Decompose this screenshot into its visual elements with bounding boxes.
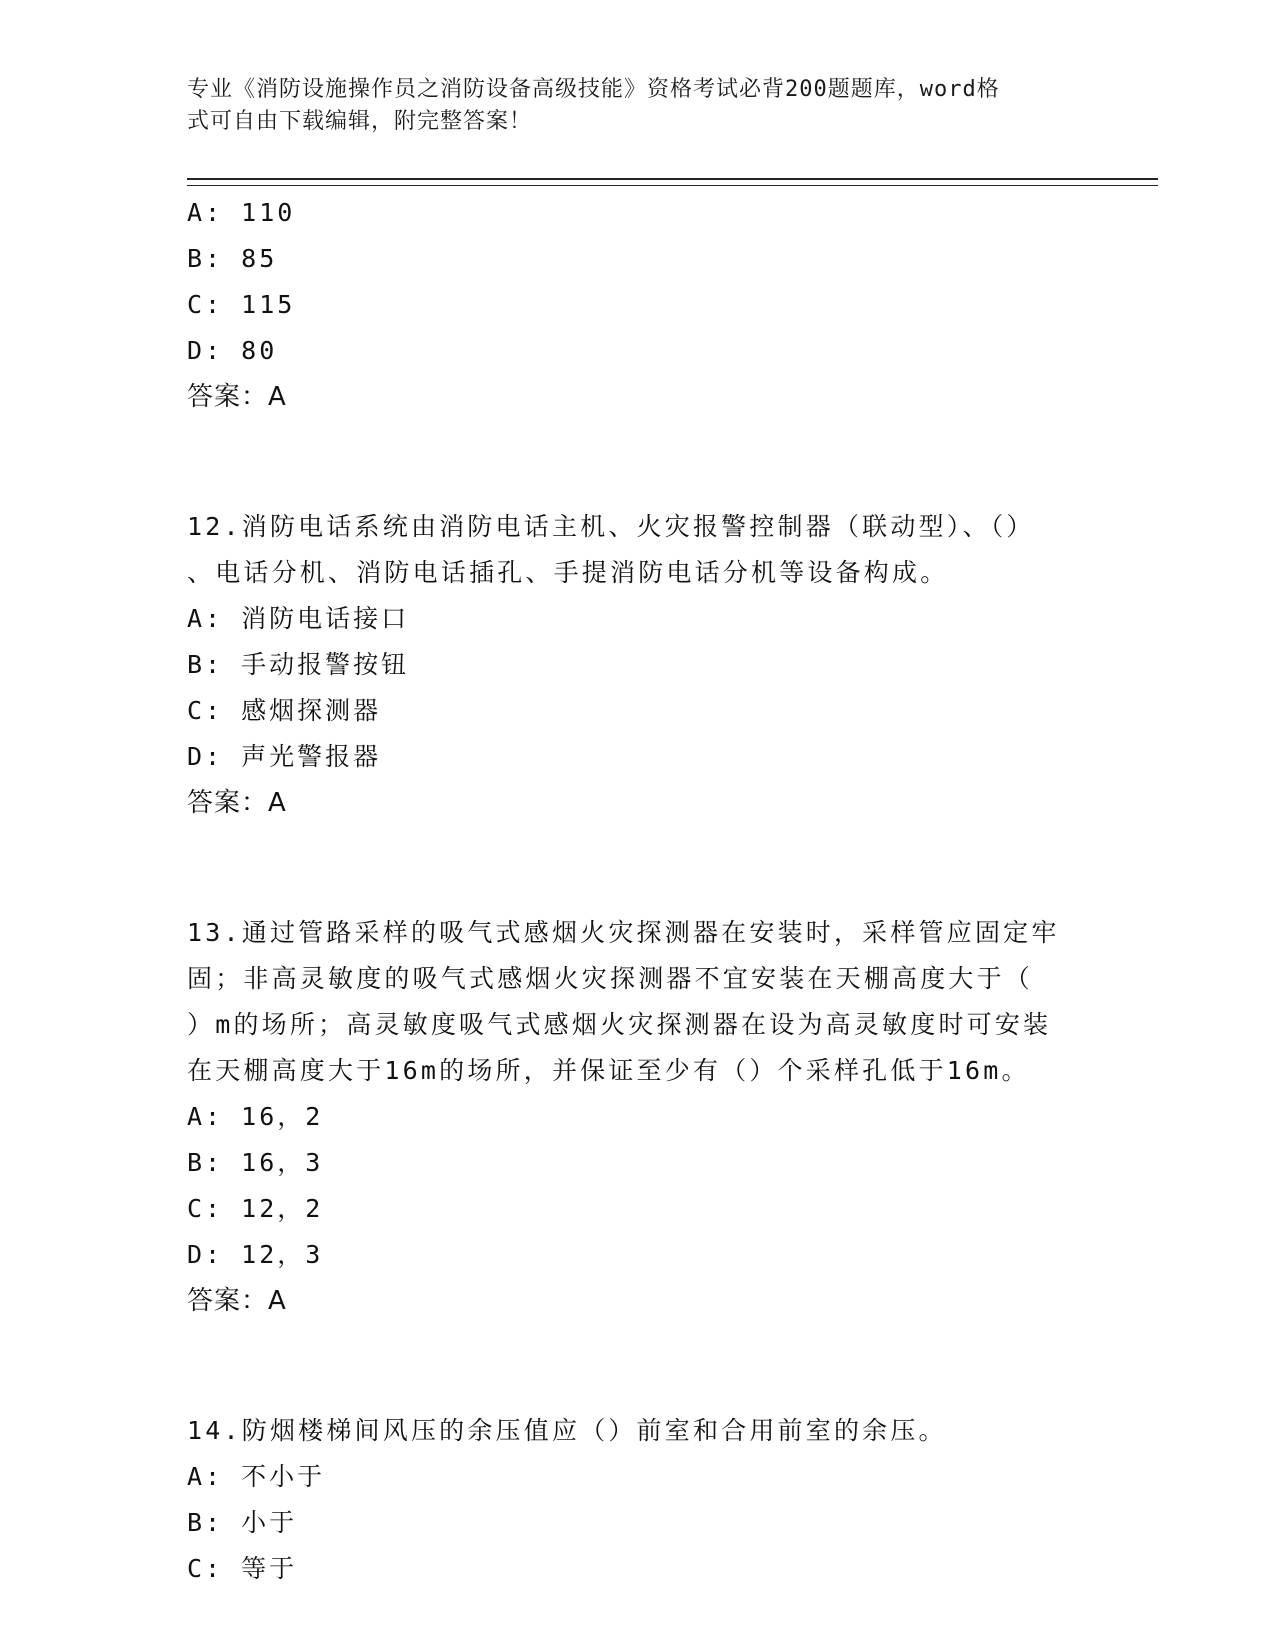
- option-b: B: 手动报警按钮: [187, 650, 410, 679]
- question-stem-line: 固；非高灵敏度的吸气式感烟火灾探测器不宜安装在天棚高度大于（: [187, 964, 1034, 993]
- question-stem-line: 在天棚高度大于16m的场所，并保证至少有（）个采样孔低于16m。: [187, 1056, 1030, 1085]
- page-header: [187, 74, 1087, 138]
- option-b: B: 85: [187, 244, 278, 273]
- header-line-2: 式可自由下载编辑，附完整答案！: [187, 109, 533, 134]
- question-12: [187, 504, 1087, 826]
- question-14: [187, 1408, 1087, 1592]
- header-divider: [187, 178, 1158, 186]
- option-c: C: 12，2: [187, 1194, 324, 1223]
- option-a: A: 16，2: [187, 1102, 324, 1131]
- option-c: C: 感烟探测器: [187, 696, 382, 725]
- option-a: A: 消防电话接口: [187, 604, 410, 633]
- option-d: D: 声光警报器: [187, 742, 382, 771]
- header-line-1: 专业《消防设施操作员之消防设备高级技能》资格考试必背200题题库，word格: [187, 77, 1000, 102]
- option-c: C: 115: [187, 290, 296, 319]
- option-a: A: 不小于: [187, 1462, 326, 1491]
- option-d: D: 80: [187, 336, 278, 365]
- question-stem-line: 12.消防电话系统由消防电话主机、火灾报警控制器（联动型）、（）: [187, 512, 1035, 541]
- document-body: [187, 190, 1087, 1592]
- question-stem-line: 13.通过管路采样的吸气式感烟火灾探测器在安装时，采样管应固定牢: [187, 918, 1060, 947]
- option-d: D: 12，3: [187, 1240, 324, 1269]
- answer-line: 答案：A: [187, 382, 287, 412]
- question-stem-line: ）m的场所；高灵敏度吸气式感烟火灾探测器在设为高灵敏度时可安装: [187, 1010, 1052, 1039]
- option-a: A: 110: [187, 198, 296, 227]
- question-stem-line: 14.防烟楼梯间风压的余压值应（）前室和合用前室的余压。: [187, 1416, 947, 1445]
- option-b: B: 小于: [187, 1508, 298, 1537]
- question-11-continued: [187, 190, 1087, 420]
- question-stem-line: 、电话分机、消防电话插孔、手提消防电话分机等设备构成。: [187, 558, 949, 587]
- option-c: C: 等于: [187, 1554, 298, 1583]
- option-b: B: 16，3: [187, 1148, 324, 1177]
- answer-line: 答案：A: [187, 1286, 287, 1316]
- question-13: [187, 910, 1087, 1324]
- answer-line: 答案：A: [187, 788, 287, 818]
